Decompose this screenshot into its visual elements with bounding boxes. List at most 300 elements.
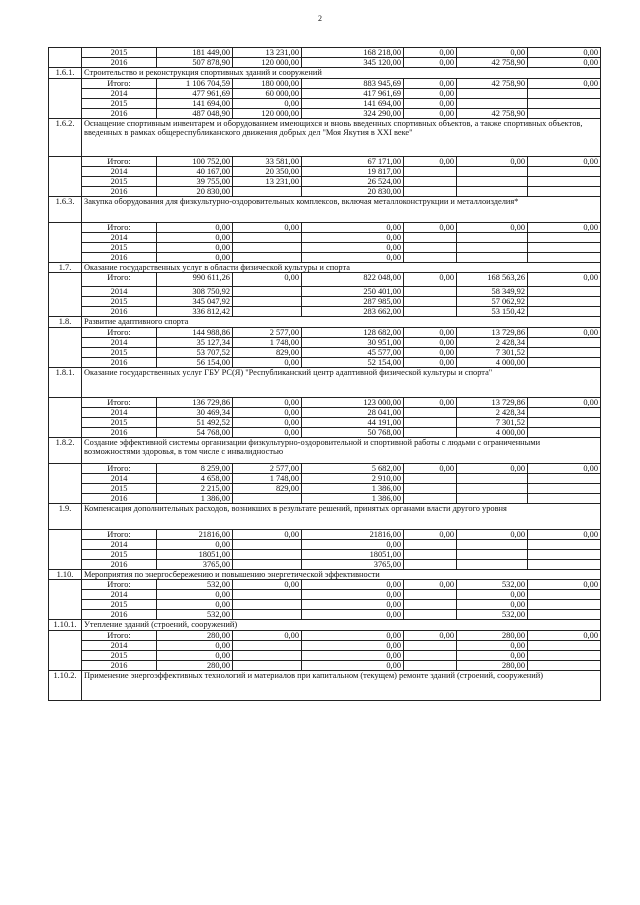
federal-column-cell: 13 231,00 xyxy=(233,48,302,58)
extrabudget-column-cell xyxy=(457,88,528,98)
local-column-cell: 0,00 xyxy=(404,78,457,88)
row-label: 2014 xyxy=(82,287,157,297)
total-column-cell: 532,00 xyxy=(157,580,233,590)
local-column-cell: 0,00 xyxy=(404,463,457,473)
total-column-cell: 30 469,34 xyxy=(157,407,233,417)
extrabudget-column-cell: 0,00 xyxy=(457,156,528,166)
table-row xyxy=(49,417,601,427)
extrabudget-column-cell: 280,00 xyxy=(457,630,528,640)
total-column-cell: 100 752,00 xyxy=(157,156,233,166)
table-row xyxy=(49,397,601,407)
extrabudget-column-cell: 13 729,86 xyxy=(457,397,528,407)
table-row xyxy=(49,48,601,58)
total-column-cell: 4 658,00 xyxy=(157,473,233,483)
other-column-cell xyxy=(528,186,601,196)
extrabudget-column-cell xyxy=(457,186,528,196)
federal-column-cell xyxy=(233,493,302,503)
federal-column-cell xyxy=(233,242,302,252)
republic-column-cell: 417 961,69 xyxy=(302,88,404,98)
row-label: 2014 xyxy=(82,88,157,98)
extrabudget-column-cell: 7 301,52 xyxy=(457,347,528,357)
other-column-cell xyxy=(528,610,601,620)
extrabudget-column-cell: 2 428,34 xyxy=(457,337,528,347)
section-title-row xyxy=(49,317,601,328)
section-code: 1.6.1. xyxy=(49,68,82,79)
other-column-cell: 0,00 xyxy=(528,630,601,640)
table-row xyxy=(49,549,601,559)
federal-column-cell: 60 000,00 xyxy=(233,88,302,98)
republic-column-cell: 67 171,00 xyxy=(302,156,404,166)
code-cell-empty xyxy=(49,529,82,569)
total-column-cell: 56 154,00 xyxy=(157,357,233,367)
table-row xyxy=(49,529,601,539)
other-column-cell xyxy=(528,590,601,600)
extrabudget-column-cell: 0,00 xyxy=(457,600,528,610)
total-column-cell: 2 215,00 xyxy=(157,483,233,493)
table-row xyxy=(49,600,601,610)
other-column-cell xyxy=(528,473,601,483)
extrabudget-column-cell: 2 428,34 xyxy=(457,407,528,417)
federal-column-cell xyxy=(233,186,302,196)
total-column-cell: 0,00 xyxy=(157,650,233,660)
republic-column-cell: 128 682,00 xyxy=(302,327,404,337)
section-title: Утепление зданий (строений, сооружений) xyxy=(82,620,601,631)
table-row xyxy=(49,473,601,483)
section-code: 1.6.3. xyxy=(49,196,82,222)
row-label: 2014 xyxy=(82,640,157,650)
federal-column-cell: 0,00 xyxy=(233,98,302,108)
table-row xyxy=(49,357,601,367)
extrabudget-column-cell: 7 301,52 xyxy=(457,417,528,427)
section-title: Компенсация дополнительных расходов, возникших в результате решений, принятых органами власти другого уровня xyxy=(82,503,601,529)
other-column-cell xyxy=(528,98,601,108)
extrabudget-column-cell: 13 729,86 xyxy=(457,327,528,337)
table-row xyxy=(49,640,601,650)
local-column-cell xyxy=(404,539,457,549)
section-code: 1.8.2. xyxy=(49,437,82,463)
table-row xyxy=(49,427,601,437)
table-row xyxy=(49,307,601,317)
other-column-cell xyxy=(528,427,601,437)
row-label: 2016 xyxy=(82,610,157,620)
local-column-cell xyxy=(404,176,457,186)
row-label: 2015 xyxy=(82,347,157,357)
row-label: 2015 xyxy=(82,297,157,307)
extrabudget-column-cell xyxy=(457,473,528,483)
local-column-cell: 0,00 xyxy=(404,529,457,539)
federal-column-cell: 2 577,00 xyxy=(233,327,302,337)
row-label: Итого: xyxy=(82,78,157,88)
row-label: Итого: xyxy=(82,222,157,232)
row-label: 2015 xyxy=(82,242,157,252)
extrabudget-column-cell xyxy=(457,232,528,242)
federal-column-cell xyxy=(233,232,302,242)
other-column-cell: 0,00 xyxy=(528,222,601,232)
local-column-cell xyxy=(404,407,457,417)
extrabudget-column-cell: 0,00 xyxy=(457,48,528,58)
total-column-cell: 0,00 xyxy=(157,222,233,232)
local-column-cell xyxy=(404,650,457,660)
republic-column-cell: 5 682,00 xyxy=(302,463,404,473)
extrabudget-column-cell: 42 758,90 xyxy=(457,78,528,88)
extrabudget-column-cell: 0,00 xyxy=(457,463,528,473)
other-column-cell xyxy=(528,559,601,569)
table-row xyxy=(49,273,601,287)
total-column-cell: 0,00 xyxy=(157,640,233,650)
row-label: 2015 xyxy=(82,176,157,186)
section-title: Строительство и реконструкция спортивных зданий и сооружений xyxy=(82,68,601,79)
other-column-cell: 0,00 xyxy=(528,327,601,337)
section-title-row xyxy=(49,367,601,397)
local-column-cell xyxy=(404,252,457,262)
table-row xyxy=(49,493,601,503)
table-row xyxy=(49,407,601,417)
row-label: 2014 xyxy=(82,590,157,600)
extrabudget-column-cell xyxy=(457,493,528,503)
republic-column-cell: 324 290,00 xyxy=(302,108,404,118)
local-column-cell xyxy=(404,242,457,252)
federal-column-cell: 0,00 xyxy=(233,222,302,232)
code-cell-empty xyxy=(49,222,82,262)
republic-column-cell: 0,00 xyxy=(302,660,404,670)
section-title: Создание эффективной системы организации физкультурно-оздоровительной и спортивной работы с людьми с ограниченными возможностями здоровья, в том числе с инвалидностью xyxy=(82,437,601,463)
republic-column-cell: 26 524,00 xyxy=(302,176,404,186)
row-label: 2016 xyxy=(82,252,157,262)
local-column-cell xyxy=(404,600,457,610)
extrabudget-column-cell: 280,00 xyxy=(457,660,528,670)
table-row xyxy=(49,590,601,600)
republic-column-cell: 0,00 xyxy=(302,630,404,640)
budget-table xyxy=(48,47,601,701)
section-code: 1.10.1. xyxy=(49,620,82,631)
republic-column-cell: 1 386,00 xyxy=(302,493,404,503)
code-cell-empty xyxy=(49,327,82,367)
extrabudget-column-cell: 53 150,42 xyxy=(457,307,528,317)
table-row xyxy=(49,580,601,590)
row-label: Итого: xyxy=(82,463,157,473)
republic-column-cell: 21816,00 xyxy=(302,529,404,539)
total-column-cell: 0,00 xyxy=(157,590,233,600)
row-label: 2015 xyxy=(82,417,157,427)
republic-column-cell: 141 694,00 xyxy=(302,98,404,108)
republic-column-cell: 0,00 xyxy=(302,252,404,262)
row-label: 2015 xyxy=(82,48,157,58)
other-column-cell xyxy=(528,337,601,347)
other-column-cell xyxy=(528,539,601,549)
other-column-cell xyxy=(528,407,601,417)
republic-column-cell: 168 218,00 xyxy=(302,48,404,58)
total-column-cell: 144 988,86 xyxy=(157,327,233,337)
row-label: 2016 xyxy=(82,357,157,367)
section-code: 1.10.2. xyxy=(49,670,82,700)
table-row xyxy=(49,98,601,108)
local-column-cell xyxy=(404,493,457,503)
republic-column-cell: 0,00 xyxy=(302,590,404,600)
other-column-cell: 0,00 xyxy=(528,397,601,407)
total-column-cell: 0,00 xyxy=(157,600,233,610)
other-column-cell xyxy=(528,166,601,176)
local-column-cell xyxy=(404,297,457,307)
total-column-cell: 0,00 xyxy=(157,242,233,252)
total-column-cell: 280,00 xyxy=(157,630,233,640)
extrabudget-column-cell: 0,00 xyxy=(457,529,528,539)
total-column-cell: 136 729,86 xyxy=(157,397,233,407)
total-column-cell: 0,00 xyxy=(157,232,233,242)
local-column-cell: 0,00 xyxy=(404,156,457,166)
extrabudget-column-cell xyxy=(457,539,528,549)
other-column-cell xyxy=(528,417,601,427)
local-column-cell xyxy=(404,287,457,297)
republic-column-cell: 0,00 xyxy=(302,222,404,232)
republic-column-cell: 0,00 xyxy=(302,242,404,252)
federal-column-cell xyxy=(233,539,302,549)
federal-column-cell: 120 000,00 xyxy=(233,108,302,118)
other-column-cell: 0,00 xyxy=(528,78,601,88)
other-column-cell xyxy=(528,549,601,559)
row-label: Итого: xyxy=(82,580,157,590)
federal-column-cell: 13 231,00 xyxy=(233,176,302,186)
section-title-row xyxy=(49,620,601,631)
local-column-cell: 0,00 xyxy=(404,397,457,407)
table-row xyxy=(49,297,601,307)
republic-column-cell: 1 386,00 xyxy=(302,483,404,493)
extrabudget-column-cell: 168 563,26 xyxy=(457,273,528,287)
total-column-cell: 477 961,69 xyxy=(157,88,233,98)
local-column-cell xyxy=(404,660,457,670)
federal-column-cell: 180 000,00 xyxy=(233,78,302,88)
total-column-cell: 40 167,00 xyxy=(157,166,233,176)
republic-column-cell: 28 041,00 xyxy=(302,407,404,417)
table-row xyxy=(49,232,601,242)
total-column-cell: 21816,00 xyxy=(157,529,233,539)
republic-column-cell: 44 191,00 xyxy=(302,417,404,427)
section-code: 1.6.2. xyxy=(49,118,82,156)
extrabudget-column-cell: 0,00 xyxy=(457,590,528,600)
total-column-cell: 181 449,00 xyxy=(157,48,233,58)
other-column-cell xyxy=(528,252,601,262)
local-column-cell: 0,00 xyxy=(404,98,457,108)
total-column-cell: 18051,00 xyxy=(157,549,233,559)
federal-column-cell: 0,00 xyxy=(233,397,302,407)
federal-column-cell: 2 577,00 xyxy=(233,463,302,473)
other-column-cell xyxy=(528,600,601,610)
table-row xyxy=(49,78,601,88)
row-label: Итого: xyxy=(82,397,157,407)
other-column-cell: 0,00 xyxy=(528,156,601,166)
extrabudget-column-cell xyxy=(457,252,528,262)
other-column-cell xyxy=(528,307,601,317)
local-column-cell xyxy=(404,549,457,559)
local-column-cell xyxy=(404,427,457,437)
total-column-cell: 1 386,00 xyxy=(157,493,233,503)
federal-column-cell xyxy=(233,252,302,262)
extrabudget-column-cell: 0,00 xyxy=(457,640,528,650)
total-column-cell: 141 694,00 xyxy=(157,98,233,108)
code-cell-empty xyxy=(49,580,82,620)
total-column-cell: 308 750,92 xyxy=(157,287,233,297)
table-row xyxy=(49,88,601,98)
other-column-cell xyxy=(528,640,601,650)
extrabudget-column-cell xyxy=(457,559,528,569)
extrabudget-column-cell: 4 000,00 xyxy=(457,357,528,367)
section-code: 1.7. xyxy=(49,262,82,273)
republic-column-cell: 0,00 xyxy=(302,539,404,549)
federal-column-cell: 1 748,00 xyxy=(233,473,302,483)
extrabudget-column-cell xyxy=(457,549,528,559)
code-cell-empty xyxy=(49,463,82,503)
extrabudget-column-cell: 42 758,90 xyxy=(457,108,528,118)
table-row xyxy=(49,559,601,569)
other-column-cell xyxy=(528,650,601,660)
extrabudget-column-cell: 532,00 xyxy=(457,580,528,590)
table-row xyxy=(49,242,601,252)
federal-column-cell xyxy=(233,559,302,569)
table-row xyxy=(49,650,601,660)
total-column-cell: 487 048,90 xyxy=(157,108,233,118)
local-column-cell xyxy=(404,232,457,242)
table-row xyxy=(49,252,601,262)
republic-column-cell: 883 945,69 xyxy=(302,78,404,88)
row-label: Итого: xyxy=(82,327,157,337)
section-title-row xyxy=(49,196,601,222)
table-row xyxy=(49,483,601,493)
other-column-cell xyxy=(528,493,601,503)
federal-column-cell xyxy=(233,600,302,610)
local-column-cell: 0,00 xyxy=(404,580,457,590)
row-label: 2014 xyxy=(82,407,157,417)
code-cell-empty xyxy=(49,630,82,670)
local-column-cell: 0,00 xyxy=(404,273,457,287)
table-body xyxy=(49,48,601,701)
row-label: 2015 xyxy=(82,650,157,660)
row-label: 2015 xyxy=(82,549,157,559)
row-label: Итого: xyxy=(82,273,157,287)
table-row xyxy=(49,176,601,186)
total-column-cell: 1 106 704,59 xyxy=(157,78,233,88)
table-row xyxy=(49,327,601,337)
republic-column-cell: 287 985,00 xyxy=(302,297,404,307)
section-title: Развитие адаптивного спорта xyxy=(82,317,601,328)
other-column-cell xyxy=(528,232,601,242)
local-column-cell: 0,00 xyxy=(404,357,457,367)
other-column-cell: 0,00 xyxy=(528,463,601,473)
extrabudget-column-cell xyxy=(457,242,528,252)
republic-column-cell: 0,00 xyxy=(302,650,404,660)
table-row xyxy=(49,630,601,640)
section-title: Мероприятия по энергосбережению и повышению энергетической эффективности xyxy=(82,569,601,580)
republic-column-cell: 250 401,00 xyxy=(302,287,404,297)
other-column-cell xyxy=(528,176,601,186)
total-column-cell: 532,00 xyxy=(157,610,233,620)
republic-column-cell: 0,00 xyxy=(302,580,404,590)
republic-column-cell: 283 662,00 xyxy=(302,307,404,317)
republic-column-cell: 3765,00 xyxy=(302,559,404,569)
row-label: 2015 xyxy=(82,98,157,108)
section-title-row xyxy=(49,262,601,273)
local-column-cell: 0,00 xyxy=(404,337,457,347)
local-column-cell: 0,00 xyxy=(404,327,457,337)
code-cell-empty xyxy=(49,78,82,118)
table-row xyxy=(49,287,601,297)
other-column-cell xyxy=(528,242,601,252)
other-column-cell: 0,00 xyxy=(528,580,601,590)
federal-column-cell: 829,00 xyxy=(233,347,302,357)
row-label: 2016 xyxy=(82,58,157,68)
section-title: Оказание государственных услуг ГБУ РС(Я) "Республиканский центр адаптивной физической культуры и спорта" xyxy=(82,367,601,397)
total-column-cell: 990 611,26 xyxy=(157,273,233,287)
local-column-cell: 0,00 xyxy=(404,48,457,58)
total-column-cell: 0,00 xyxy=(157,539,233,549)
local-column-cell: 0,00 xyxy=(404,108,457,118)
other-column-cell xyxy=(528,660,601,670)
section-code: 1.8. xyxy=(49,317,82,328)
table-row xyxy=(49,166,601,176)
republic-column-cell: 2 910,00 xyxy=(302,473,404,483)
row-label: 2016 xyxy=(82,660,157,670)
other-column-cell: 0,00 xyxy=(528,273,601,287)
total-column-cell: 35 127,34 xyxy=(157,337,233,347)
other-column-cell xyxy=(528,297,601,307)
republic-column-cell: 0,00 xyxy=(302,232,404,242)
local-column-cell: 0,00 xyxy=(404,58,457,68)
extrabudget-column-cell: 532,00 xyxy=(457,610,528,620)
extrabudget-column-cell xyxy=(457,176,528,186)
section-title-row xyxy=(49,437,601,463)
code-cell-empty xyxy=(49,156,82,196)
table-row xyxy=(49,108,601,118)
total-column-cell: 53 707,52 xyxy=(157,347,233,357)
extrabudget-column-cell: 58 349,92 xyxy=(457,287,528,297)
republic-column-cell: 18051,00 xyxy=(302,549,404,559)
section-title-row xyxy=(49,68,601,79)
local-column-cell: 0,00 xyxy=(404,222,457,232)
row-label: 2014 xyxy=(82,337,157,347)
republic-column-cell: 0,00 xyxy=(302,600,404,610)
section-code: 1.8.1. xyxy=(49,367,82,397)
total-column-cell: 280,00 xyxy=(157,660,233,670)
total-column-cell: 8 259,00 xyxy=(157,463,233,473)
republic-column-cell: 45 577,00 xyxy=(302,347,404,357)
local-column-cell xyxy=(404,166,457,176)
federal-column-cell xyxy=(233,287,302,297)
republic-column-cell: 50 768,00 xyxy=(302,427,404,437)
federal-column-cell: 0,00 xyxy=(233,580,302,590)
extrabudget-column-cell: 4 000,00 xyxy=(457,427,528,437)
total-column-cell: 507 878,90 xyxy=(157,58,233,68)
federal-column-cell: 120 000,00 xyxy=(233,58,302,68)
table-row xyxy=(49,186,601,196)
total-column-cell: 54 768,00 xyxy=(157,427,233,437)
section-title: Оснащение спортивным инвентарем и оборудованием имеющихся и вновь введенных спортивных объектов, а также спортивных объектов, введенных в рамках общереспубликанского движения добрых дел "Моя Якутия в XXI веке" xyxy=(82,118,601,156)
republic-column-cell: 123 000,00 xyxy=(302,397,404,407)
section-title-row xyxy=(49,118,601,156)
local-column-cell xyxy=(404,610,457,620)
row-label: 2016 xyxy=(82,493,157,503)
table-row xyxy=(49,463,601,473)
other-column-cell xyxy=(528,287,601,297)
row-label: 2016 xyxy=(82,108,157,118)
code-cell-empty xyxy=(49,48,82,68)
federal-column-cell xyxy=(233,590,302,600)
table-row xyxy=(49,610,601,620)
federal-column-cell xyxy=(233,610,302,620)
other-column-cell: 0,00 xyxy=(528,529,601,539)
federal-column-cell: 0,00 xyxy=(233,273,302,287)
federal-column-cell: 0,00 xyxy=(233,357,302,367)
row-label: Итого: xyxy=(82,529,157,539)
total-column-cell: 3765,00 xyxy=(157,559,233,569)
local-column-cell xyxy=(404,640,457,650)
